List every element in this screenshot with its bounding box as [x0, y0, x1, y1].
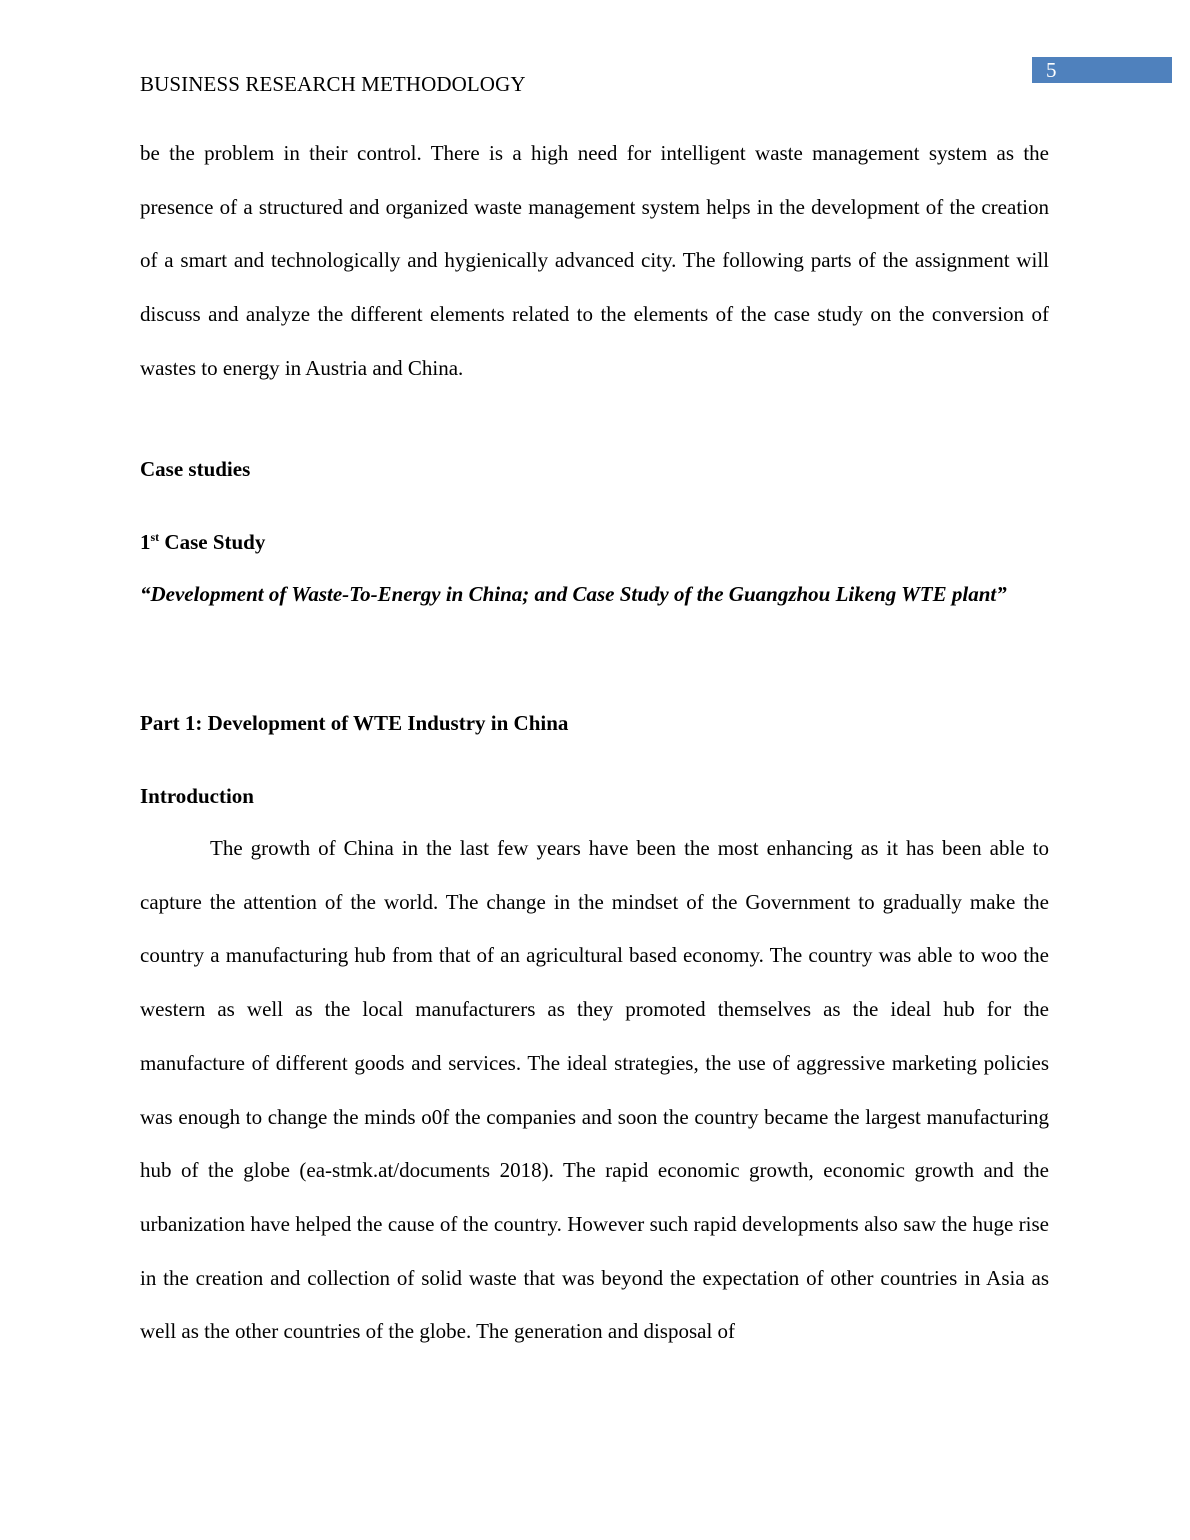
- body-paragraph-2: The growth of China in the last few years have been the most enhancing as it has been able to capture the attention of the world. The change in the mindset of the Government to gradually make the country a manufacturing hub from that of an agricultural based economy. The country was able to woo the western as well as the local manufacturers as they promoted themselves as the ideal hub for the manufacture of different goods and services. The ideal strategies, the use of aggressive marketing policies was enough to change the minds o0f the companies and soon the country became the largest manufacturing hub of the globe (ea-stmk.at/documents 2018). The rapid economic growth, economic growth and the urbanization have helped the cause of the country. However such rapid developments also saw the huge rise in the creation and collection of solid waste that was beyond the expectation of other countries in Asia as well as the other countries of the globe. The generation and disposal of: [140, 836, 1049, 1344]
- first-case-label: Case Study: [159, 530, 266, 554]
- heading-case-studies: Case studies: [140, 457, 251, 481]
- page-number: 5: [1046, 58, 1057, 82]
- first-case-number: 1: [140, 530, 151, 554]
- body-paragraph-1: be the problem in their control. There is a high need for intelligent waste management system as the presence of a structured and organized waste management system helps in the development of the creation of a smart and technologically and hygienically advanced city. The following parts of the assignment will discuss and analyze the different elements related to the elements of the case study on the conversion of wastes to energy in Austria and China.: [140, 141, 1049, 380]
- heading-first-case-study: [140, 528, 265, 556]
- first-case-ordinal-suffix: st: [150, 530, 160, 544]
- heading-introduction: Introduction: [140, 784, 254, 808]
- running-head: BUSINESS RESEARCH METHODOLOGY: [140, 72, 526, 96]
- page-number-badge: [1032, 57, 1172, 83]
- case-study-title: “Development of Waste-To-Energy in China; and Case Study of the Guangzhou Likeng WTE plant”: [140, 582, 1007, 606]
- heading-part-1: Part 1: Development of WTE Industry in China: [140, 711, 569, 735]
